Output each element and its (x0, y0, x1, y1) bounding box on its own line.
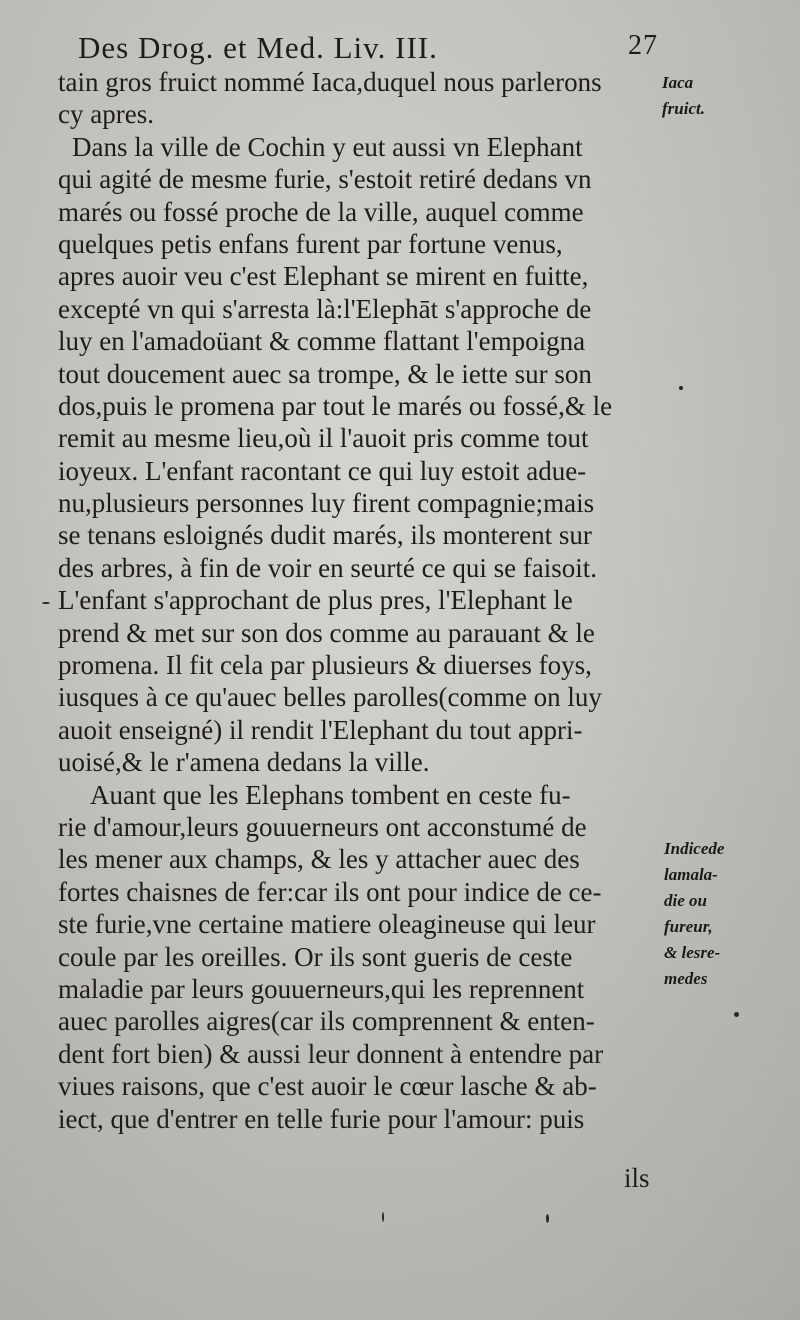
text-line: ste furie,vne certaine matiere oleagineuse qui leur (58, 909, 596, 940)
running-header (78, 30, 658, 66)
text-line: remit au mesme lieu,où il l'auoit pris comme tout (58, 423, 589, 454)
ink-speck (382, 1212, 384, 1222)
margin-note-line: fruict. (662, 99, 705, 118)
text-line: rie d'amour,leurs gouuerneurs ont acconstumé de (58, 811, 587, 842)
margin-note-line: fureur, (664, 917, 713, 936)
text-line: quelques petis enfans furent par fortune venus, (58, 228, 563, 259)
text-line: nu,plusieurs personnes luy firent compagnie;mais (58, 488, 595, 519)
margin-note-indice (664, 836, 724, 992)
text-line: viues raisons, que c'est auoir le cœur lasche & ab- (58, 1071, 597, 1102)
text-line: tain gros fruict nommé Iaca,duquel nous parlerons (58, 67, 602, 97)
ink-speck (546, 1214, 549, 1223)
text-line: auoit enseigné) il rendit l'Elephant du tout appri- (58, 714, 583, 745)
text-line: maladie par leurs gouuerneurs,qui les reprennent (58, 973, 585, 1004)
ink-speck (679, 386, 683, 390)
margin-note-line: medes (664, 969, 708, 988)
margin-note-iaca (662, 70, 705, 122)
text-line: prend & met sur son dos comme au parauant & le (58, 617, 595, 648)
text-line: qui agité de mesme furie, s'estoit retiré dedans vn (58, 164, 592, 195)
text-line: tout doucement auec sa trompe, & le iette sur son (58, 358, 592, 389)
text-line: dent fort bien) & aussi leur donnent à entendre par (58, 1038, 604, 1069)
paragraph-start-line: Dans la ville de Cochin y eut aussi vn Elephant (72, 131, 583, 162)
text-line: se tenans esloignés dudit marés, ils monterent sur (58, 520, 592, 551)
margin-note-line: die ou (664, 891, 707, 910)
margin-note-line: & lesre- (664, 943, 721, 962)
text-line: cy apres. (58, 99, 154, 130)
text-line: L'enfant s'approchant de plus pres, l'Elephant le (58, 585, 573, 616)
text-line: des arbres, à fin de voir en seurté ce qui se faisoit. (58, 552, 598, 583)
margin-note-line: Indicede (664, 839, 725, 858)
text-line: dos,puis le promena par tout le marés ou fossé,& le (58, 390, 613, 421)
running-title: Des Drog. et Med. Liv. III. (78, 30, 438, 65)
catchword: ils (624, 1163, 650, 1193)
text-line: coule par les oreilles. Or ils sont gueris de ceste (58, 941, 573, 972)
text-line: apres auoir veu c'est Elephant se mirent en fuitte, (58, 261, 589, 292)
text-line: fortes chaisnes de fer:car ils ont pour indice de ce- (58, 876, 602, 907)
ink-speck (734, 1012, 739, 1017)
text-line: luy en l'amadoüant & comme flattant l'empoigna (58, 326, 586, 357)
margin-note-line: Iaca (662, 73, 694, 92)
text-line: ioyeux. L'enfant racontant ce qui luy estoit adue- (58, 455, 587, 486)
text-line: les mener aux champs, & les y attacher auec des (58, 844, 580, 875)
page-number: 27 (628, 30, 658, 61)
text-line: marés ou fossé proche de la ville, auquel comme (58, 196, 584, 227)
text-line: excepté vn qui s'arresta là:l'Elephāt s'approche de (58, 293, 592, 324)
margin-note-line: lamala- (664, 865, 718, 884)
text-line: uoisé,& le r'amena dedans la ville. (58, 747, 430, 778)
ink-speck (42, 602, 50, 604)
body-text (58, 66, 658, 1135)
text-line: auec parolles aigres(car ils comprennent & enten- (58, 1006, 595, 1037)
text-line: promena. Il fit cela par plusieurs & diuerses foys, (58, 650, 592, 681)
paragraph-start-line: Auant que les Elephans tombent en ceste fu- (90, 779, 571, 810)
text-line: iusques à ce qu'auec belles parolles(comme on luy (58, 682, 602, 713)
text-line: iect, que d'entrer en telle furie pour l'amour: puis (58, 1103, 585, 1134)
